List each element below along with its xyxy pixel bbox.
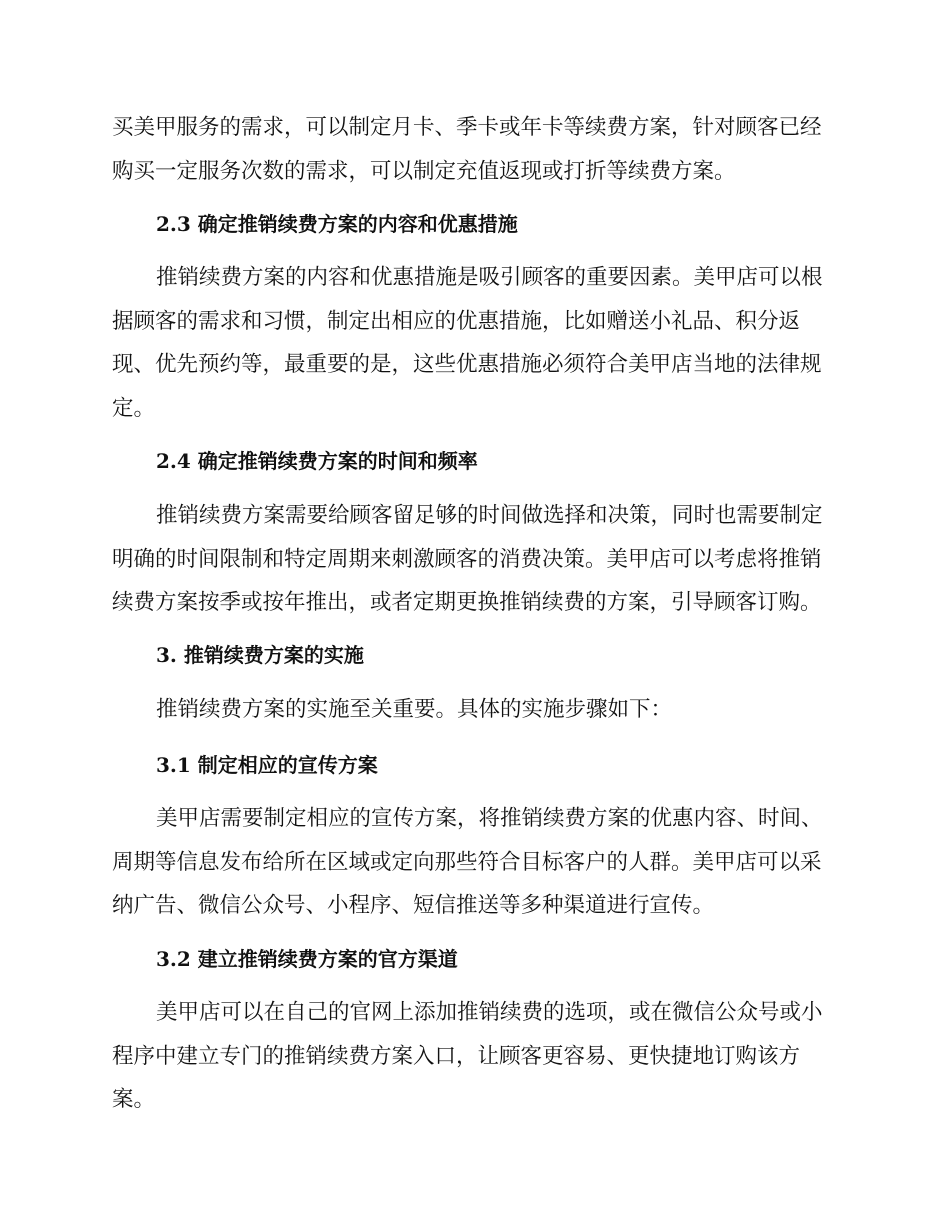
text-line: 程序中建立专门的推销续费方案入口，让顾客更容易、更快捷地订购该方 — [112, 1043, 801, 1069]
text-line: 定。 — [112, 395, 156, 421]
section-heading-3: 3. 推销续费方案的实施 — [156, 643, 364, 667]
section-heading-2-4: 2.4 确定推销续费方案的时间和频率 — [156, 449, 478, 473]
text-line: 据顾客的需求和习惯，制定出相应的优惠措施，比如赠送小礼品、积分返 — [112, 308, 801, 334]
text-line: 买美甲服务的需求，可以制定月卡、季卡或年卡等续费方案，针对顾客已经 — [112, 115, 822, 140]
text-line: 案。 — [112, 1087, 156, 1112]
text-line: 购买一定服务次数的需求，可以制定充值返现或打折等续费方案。 — [112, 158, 736, 184]
text-line: 现、优先预约等，最重要的是，这些优惠措施必须符合美甲店当地的法律规 — [112, 352, 822, 377]
paragraph-2-3 — [112, 256, 834, 430]
section-heading-3-1: 3.1 制定相应的宣传方案 — [156, 753, 378, 777]
text-line: 美甲店需要制定相应的宣传方案，将推销续费方案的优惠内容、时间、 — [156, 806, 823, 831]
text-line: 美甲店可以在自己的官网上添加推销续费的选项，或在微信公众号或小 — [156, 1000, 823, 1025]
text-line: 推销续费方案的内容和优惠措施是吸引顾客的重要因素。美甲店可以根 — [156, 265, 823, 290]
text-line: 推销续费方案的实施至关重要。具体的实施步骤如下： — [156, 697, 673, 722]
paragraph-3-1 — [112, 797, 834, 928]
paragraph-3-2 — [112, 991, 834, 1122]
section-heading-3-2: 3.2 建立推销续费方案的官方渠道 — [156, 947, 458, 971]
paragraph-3 — [112, 688, 834, 732]
paragraph-2-4 — [112, 494, 834, 625]
paragraph-intro — [112, 106, 834, 193]
text-line: 周期等信息发布给所在区域或定向那些符合目标客户的人群。美甲店可以采 — [112, 849, 822, 875]
text-line: 纳广告、微信公众号、小程序、短信推送等多种渠道进行宣传。 — [112, 893, 715, 918]
text-line: 续费方案按季或按年推出，或者定期更换推销续费的方案，引导顾客订购。 — [112, 590, 822, 615]
text-line: 推销续费方案需要给顾客留足够的时间做选择和决策，同时也需要制定 — [156, 503, 823, 528]
text-line: 明确的时间限制和特定周期来刺激顾客的消费决策。美甲店可以考虑将推销 — [112, 546, 822, 572]
section-heading-2-3: 2.3 确定推销续费方案的内容和优惠措施 — [156, 212, 518, 236]
